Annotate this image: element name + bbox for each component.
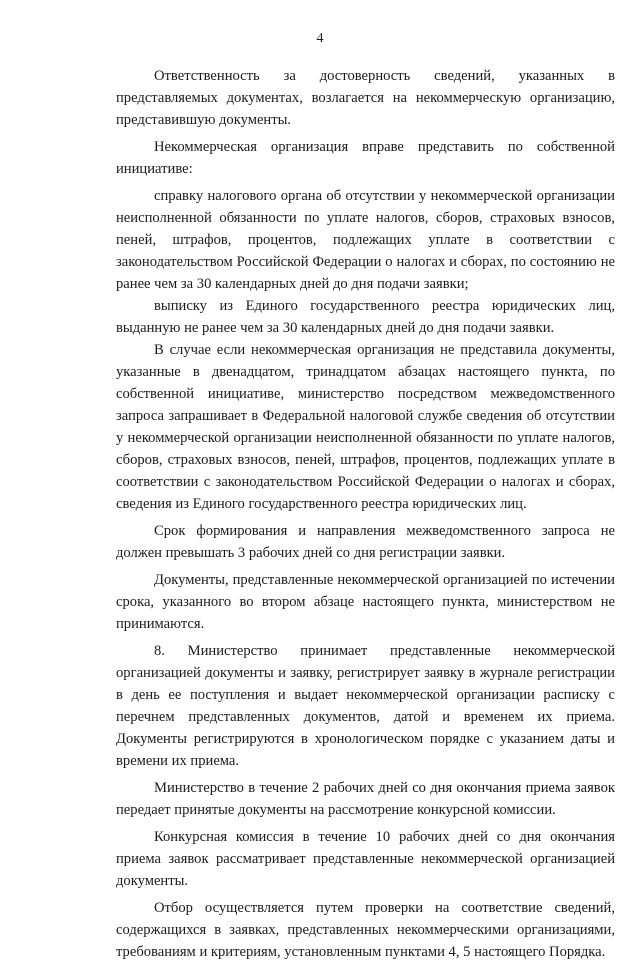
- paragraph-transfer-to-commission: Министерство в течение 2 рабочих дней со дня окончания приема заявок передает принятые документы на рассмотрение конкурсной комиссии.: [116, 780, 615, 818]
- paragraph-selection: Отбор осуществляется путем проверки на соответствие сведений, содержащихся в заявках, представленных некоммерческими организациями, требованиям и критериям, установленным пунктами 4, 5 настоящего Порядка.: [116, 900, 615, 960]
- paragraph-interagency-request: В случае если некоммерческая организация не представила документы, указанные в двенадцатом, тринадцатом абзацах настоящего пункта, по собственной инициативе, министерство посредством межведомственного запроса запрашивает в Федеральной налоговой службе сведения об отсутствии у некоммерческой организации неисполненной обязанности по уплате налогов, сборов, страховых взносов, пеней, штрафов, процентов, подлежащих уплате в соответствии с законодательством Российской Федерации о налогах и сборах, сведения из Единого государственного реестра юридических лиц.: [116, 342, 615, 512]
- paragraph-responsibility: Ответственность за достоверность сведений, указанных в представляемых документах, возлагается на некоммерческую организацию, представившую документы.: [116, 68, 615, 128]
- paragraph-commission-review: Конкурсная комиссия в течение 10 рабочих дней со дня окончания приема заявок рассматривает представленные некоммерческой организацией документы.: [116, 829, 615, 889]
- paragraph-own-initiative: Некоммерческая организация вправе представить по собственной инициативе:: [116, 139, 615, 177]
- document-body: [116, 65, 615, 963]
- paragraph-tax-certificate: справку налогового органа об отсутствии у некоммерческой организации неисполненной обязанности по уплате налогов, сборов, страховых взносов, пеней, штрафов, процентов, подлежащих уплате в соответствии с законодательством Российской Федерации о налогах и сборах, по состоянию не ранее чем за 30 календарных дней до дня подачи заявки;: [116, 188, 615, 292]
- page-number: 4: [316, 31, 324, 46]
- paragraph-section-8: 8. Министерство принимает представленные некоммерческой организацией документы и заявку, регистрирует заявку в журнале регистрации в день ее поступления и выдает некоммерческой организации расписку с перечнем представленных документов, датой и временем их приема. Документы регистрируются в хронологическом порядке с указанием даты и времени их приема.: [116, 643, 615, 769]
- paragraph-late-documents: Документы, представленные некоммерческой организацией по истечении срока, указанного во втором абзаце настоящего пункта, министерством не принимаются.: [116, 572, 615, 632]
- paragraph-request-deadline: Срок формирования и направления межведомственного запроса не должен превышать 3 рабочих дней со дня регистрации заявки.: [116, 523, 615, 561]
- paragraph-registry-extract: выписку из Единого государственного реестра юридических лиц, выданную не ранее чем за 30 календарных дней до дня подачи заявки.: [116, 298, 615, 336]
